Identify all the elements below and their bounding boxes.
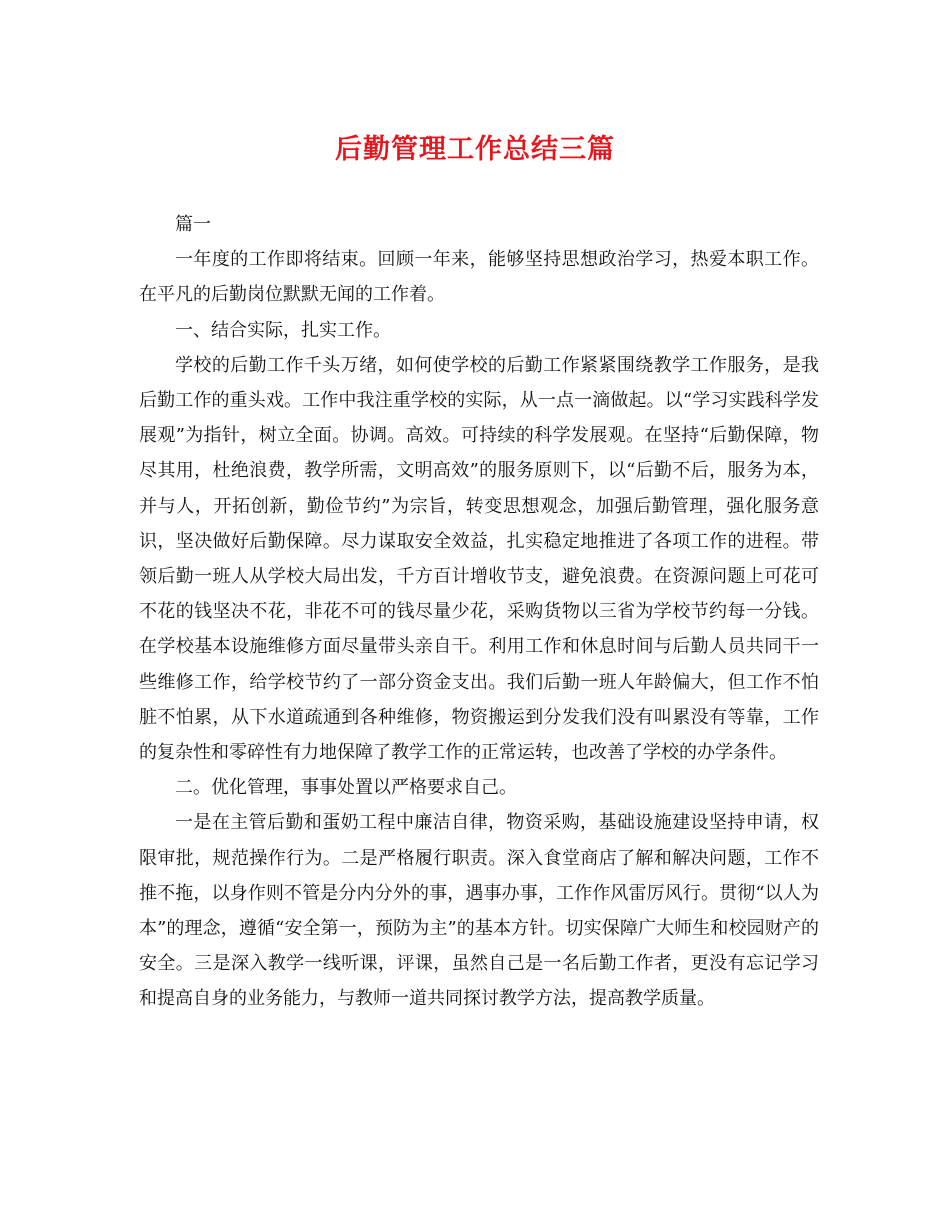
section-heading-one: 一、结合实际，扎实工作。	[175, 319, 391, 341]
section-heading-part-one: 篇一	[175, 214, 211, 235]
body-paragraph-work-practice: 学校的后勤工作千头万绪，如何使学校的后勤工作紧紧围绕教学工作服务，是我后勤工作的重头戏。工作中我注重学校的实际，从一点一滴做起。以“学习实践科学发展观”为指针，树立全面。协调。高效。可持续的科学发展观。在坚持“后勤保障，物尽其用，杜绝浪费，教学所需，文明高效”的服务原则下，以“后勤不后，服务为本，并与人，开拓创新，勤俭节约”为宗旨，转变思想观念，加强后勤管理，强化服务意识，坚决做好后勤保障。尽力谋取安全效益，扎实稳定地推进了各项工作的进程。带领后勤一班人从学校大局出发，千方百计增收节支，避免浪费。在资源问题上可花可不花的钱坚决不花，非花不可的钱尽量少花，采购货物以三省为学校节约每一分钱。在学校基本设施维修方面尽量带头亲自干。利用工作和休息时间与后勤人员共同干一些维修工作，给学校节约了一部分资金支出。我们后勤一班人年龄偏大，但工作不怕脏不怕累，从下水道疏通到各种维修，物资搬运到分发我们没有叫累没有等靠，工作的复杂性和零碎性有力地保障了教学工作的正常运转，也改善了学校的办学条件。	[139, 354, 819, 764]
body-paragraph-management: 一是在主管后勤和蛋奶工程中廉洁自律，物资采购，基础设施建设坚持申请，权限审批，规范操作行为。二是严格履行职责。深入食堂商店了解和解决问题，工作不推不拖，以身作则不管是分内分外的事，遇事办事，工作作风雷厉风行。贯彻“以人为本”的理念，遵循“安全第一，预防为主”的基本方针。切实保障广大师生和校园财产的安全。三是深入教学一线听课，评课，虽然自己是一名后勤工作者，更没有忘记学习和提高自身的业务能力，与教师一道共同探讨教学方法，提高教学质量。	[139, 812, 819, 1010]
document-body	[139, 207, 819, 1017]
intro-paragraph: 一年度的工作即将结束。回顾一年来，能够坚持思想政治学习，热爱本职工作。在平凡的后勤岗位默默无闻的工作着。	[139, 249, 819, 306]
document-title: 后勤管理工作总结三篇	[335, 134, 615, 165]
section-heading-two: 二。优化管理，事事处置以严格要求自己。	[175, 777, 517, 799]
